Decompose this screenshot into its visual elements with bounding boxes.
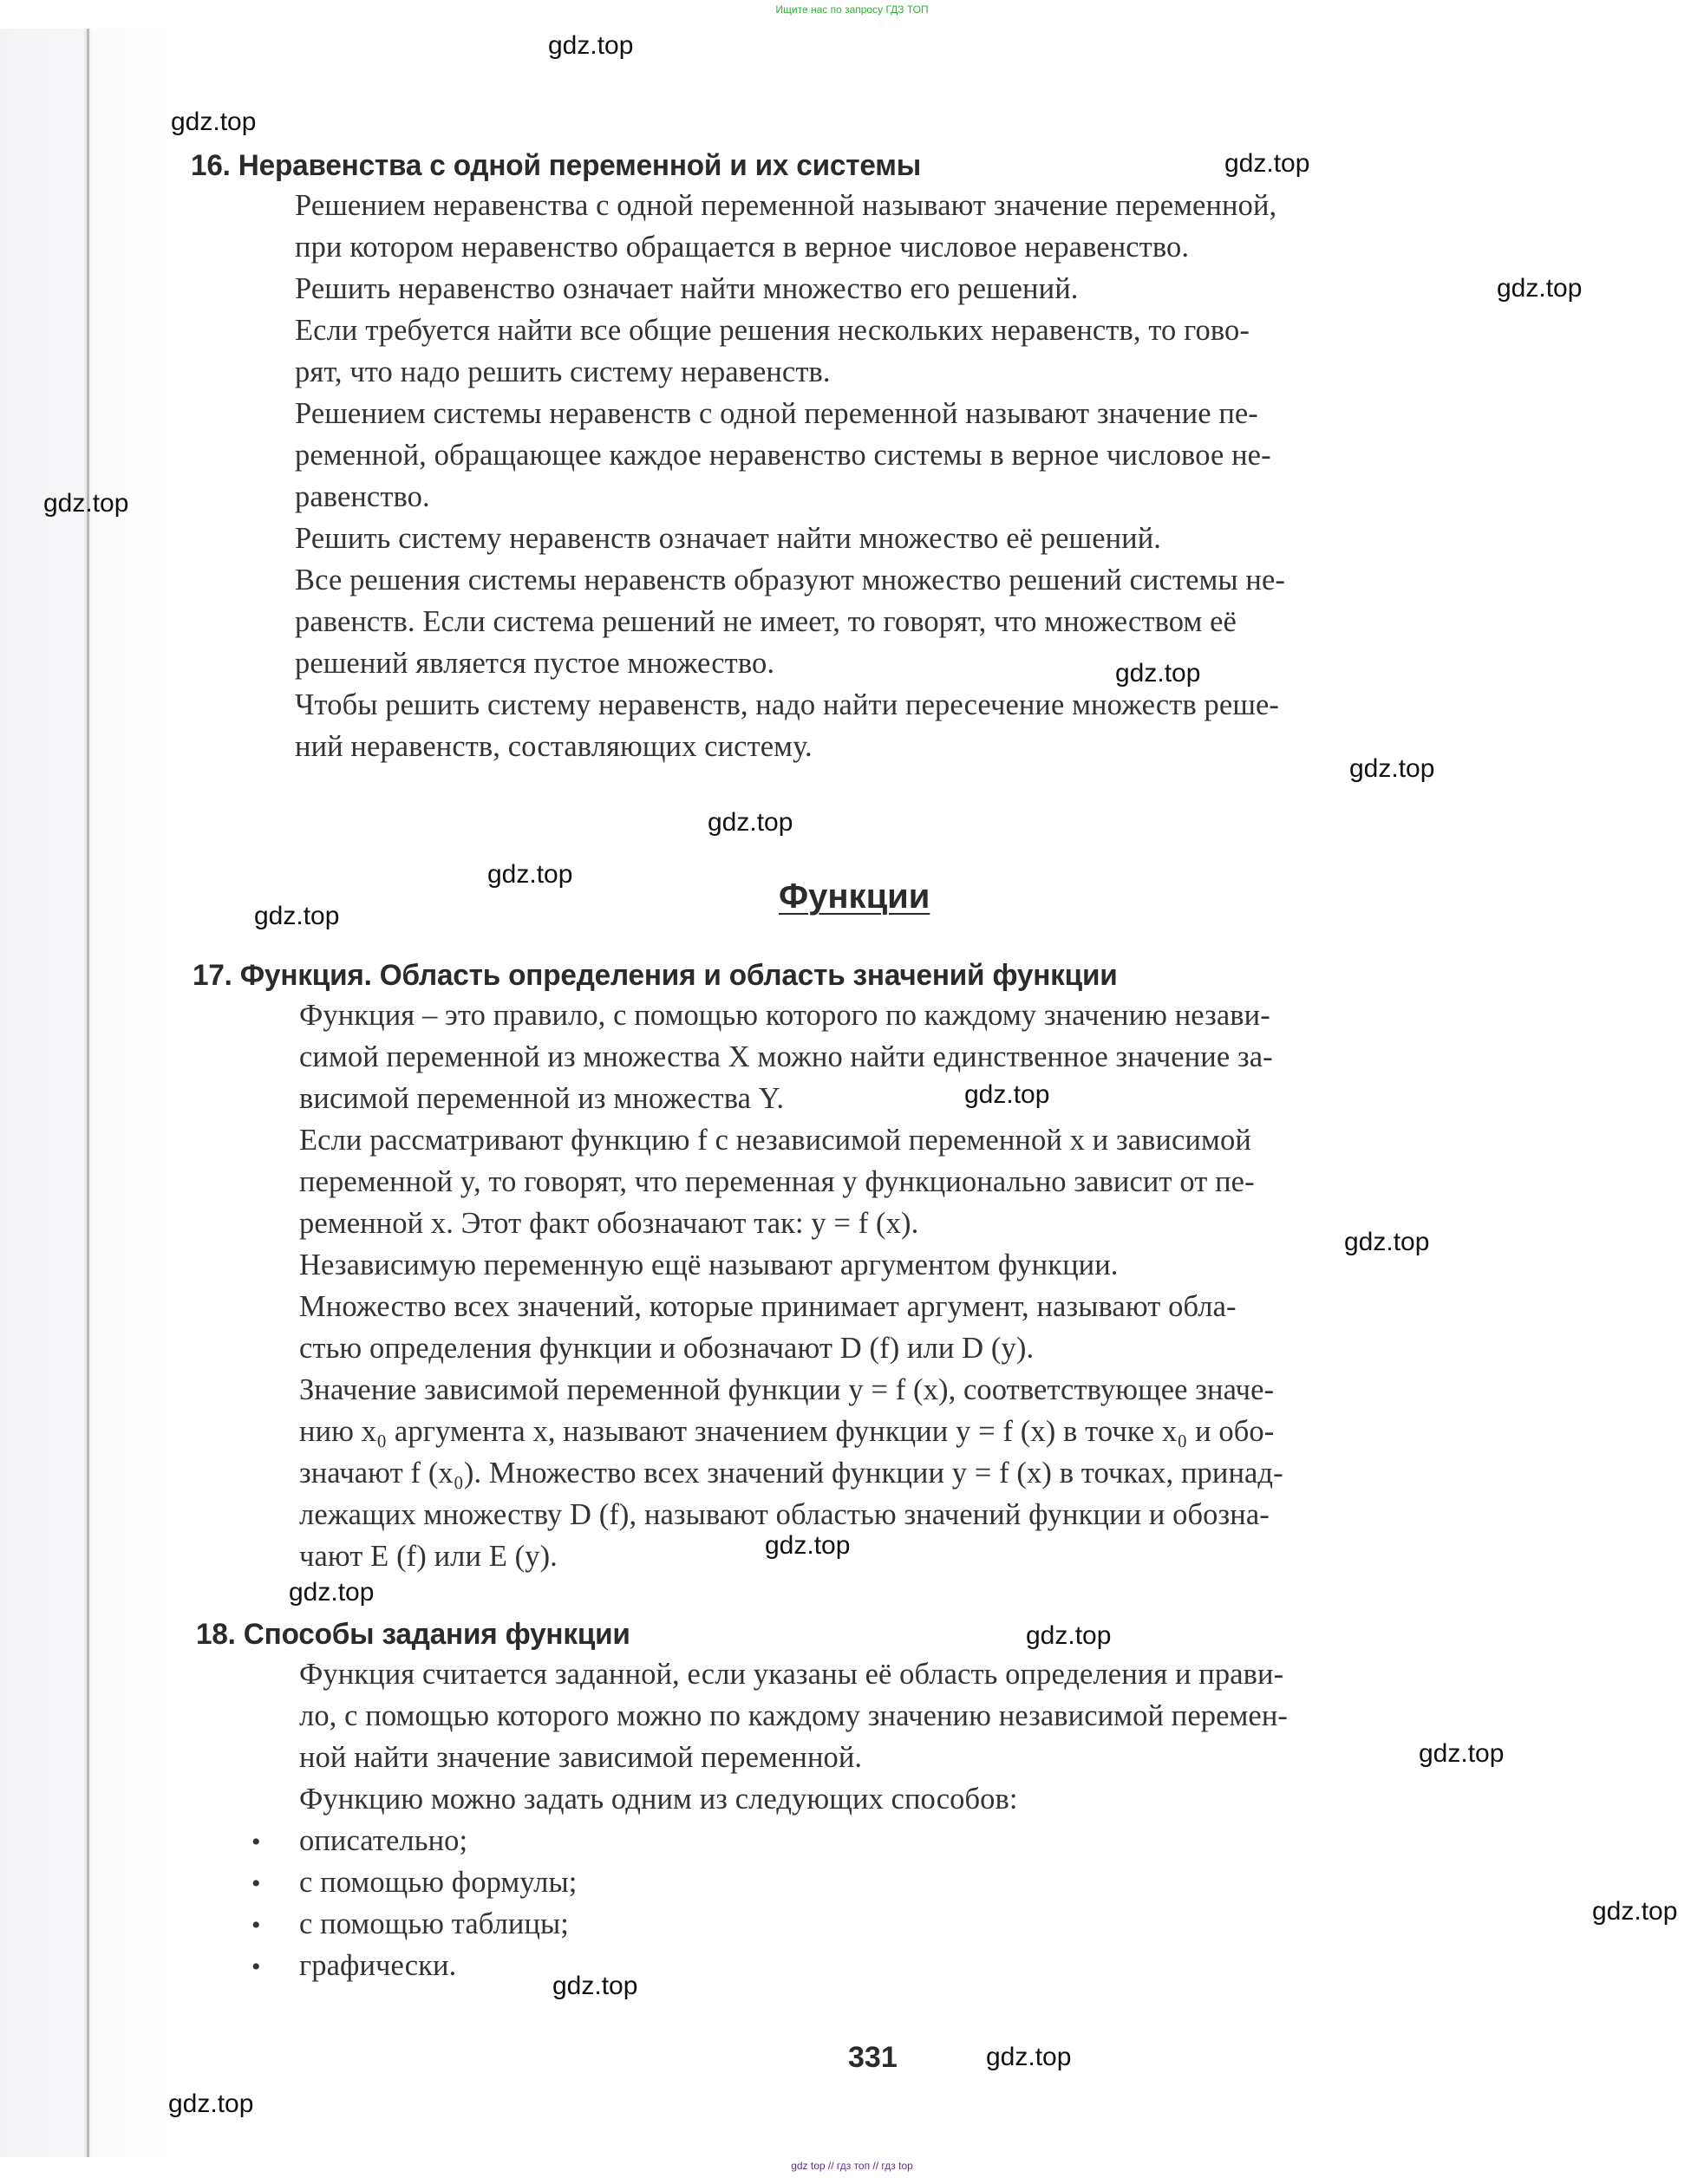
watermark: gdz.top xyxy=(1026,1621,1112,1650)
section-18-line: Функцию можно задать одним из следующих способов: xyxy=(299,1783,1018,1816)
watermark: gdz.top xyxy=(986,2043,1072,2071)
watermark: gdz.top xyxy=(289,1578,375,1607)
bullet-item: с помощью формулы; xyxy=(299,1866,578,1899)
section-17-line: Множество всех значений, которые принимает аргумент, называют обла- xyxy=(299,1290,1237,1323)
watermark: gdz.top xyxy=(964,1080,1050,1109)
section-18-line: ло, с помощью которого можно по каждому значению независимой перемен- xyxy=(299,1699,1288,1732)
section-17-line: стью определения функции и обозначают D (f) или D (y). xyxy=(299,1332,1035,1365)
section-16-line: ний неравенств, составляющих систему. xyxy=(295,730,813,763)
watermark: gdz.top xyxy=(171,108,257,136)
section-17-line: симой переменной из множества X можно найти единственное значение за- xyxy=(299,1040,1273,1073)
section-18-line: ной найти значение зависимой переменной. xyxy=(299,1741,863,1774)
watermark: gdz.top xyxy=(548,31,634,60)
search-banner[interactable]: Ищите нас по запросу ГДЗ ТОП xyxy=(775,3,929,16)
watermark: gdz.top xyxy=(1115,659,1201,688)
section-17-line: значают f (x₀). Множество всех значений функции y = f (x) в точках, принад- xyxy=(299,1457,1283,1490)
section-16-line: Если требуется найти все общие решения нескольких неравенств, то гово- xyxy=(295,314,1250,347)
watermark: gdz.top xyxy=(43,489,129,518)
section-17-line: висимой переменной из множества Y. xyxy=(299,1082,785,1115)
footer-links[interactable]: gdz top // гдз топ // гдз top xyxy=(791,2160,913,2172)
bullet-icon: • xyxy=(251,1828,261,1856)
watermark: gdz.top xyxy=(552,1972,638,2000)
section-17-line: Функция – это правило, с помощью которого по каждому значению незави- xyxy=(299,999,1270,1032)
page-number: 331 xyxy=(848,2041,898,2074)
bullet-item: с помощью таблицы; xyxy=(299,1907,569,1940)
watermark: gdz.top xyxy=(765,1531,851,1560)
chapter-title: Функции xyxy=(779,877,930,916)
section-17-line: нию x₀ аргумента x, называют значением функции y = f (x) в точке x₀ и обо- xyxy=(299,1415,1275,1448)
section-16-line: Решить неравенство означает найти множество его решений. xyxy=(295,272,1079,305)
page-spine-divider xyxy=(87,29,89,2157)
bullet-item: графически. xyxy=(299,1949,457,1982)
section-17-line: лежащих множеству D (f), называют областью значений функции и обозна- xyxy=(299,1498,1270,1531)
section-16-line: решений является пустое множество. xyxy=(295,647,775,680)
section-16-heading: 16. Неравенства с одной переменной и их системы xyxy=(191,149,922,182)
bullet-icon: • xyxy=(251,1869,261,1898)
watermark: gdz.top xyxy=(168,2089,254,2118)
section-16-line: Чтобы решить систему неравенств, надо найти пересечение множеств реше- xyxy=(295,688,1279,721)
bullet-item: описательно; xyxy=(299,1824,468,1857)
watermark: gdz.top xyxy=(708,808,793,837)
section-17-line: переменной y, то говорят, что переменная y функционально зависит от пе- xyxy=(299,1165,1255,1198)
bullet-icon: • xyxy=(251,1953,261,1981)
watermark: gdz.top xyxy=(1592,1897,1678,1926)
watermark: gdz.top xyxy=(1224,149,1310,178)
bullet-icon: • xyxy=(251,1911,261,1940)
section-17-line: чают E (f) или E (y). xyxy=(299,1540,558,1573)
section-16-line: Решить систему неравенств означает найти множество её решений. xyxy=(295,522,1162,555)
watermark: gdz.top xyxy=(487,860,573,889)
section-17-line: Значение зависимой переменной функции y = f (x), соответствующее значе- xyxy=(299,1373,1275,1406)
section-17-line: Если рассматривают функцию f с независимой переменной x и зависимой xyxy=(299,1124,1251,1157)
watermark: gdz.top xyxy=(1497,274,1583,303)
section-16-line: равенств. Если система решений не имеет, то говорят, что множеством её xyxy=(295,605,1237,638)
section-17-line: ременной x. Этот факт обозначают так: y = f (x). xyxy=(299,1207,919,1240)
section-18-heading: 18. Способы задания функции xyxy=(196,1618,630,1651)
section-16-line: Все решения системы неравенств образуют множество решений системы не- xyxy=(295,564,1285,597)
section-16-line: равенство. xyxy=(295,480,430,513)
watermark: gdz.top xyxy=(1349,754,1435,783)
section-16-line: Решением неравенства с одной переменной называют значение переменной, xyxy=(295,189,1277,222)
section-16-line: при котором неравенство обращается в верное числовое неравенство. xyxy=(295,231,1190,264)
watermark: gdz.top xyxy=(1419,1739,1505,1768)
section-17-line: Независимую переменную ещё называют аргументом функции. xyxy=(299,1248,1119,1281)
section-16-line: ременной, обращающее каждое неравенство системы в верное числовое не- xyxy=(295,439,1271,472)
section-17-heading: 17. Функция. Область определения и область значений функции xyxy=(193,959,1118,992)
section-16-line: Решением системы неравенств с одной переменной называют значение пе- xyxy=(295,397,1258,430)
section-16-line: рят, что надо решить систему неравенств. xyxy=(295,355,831,388)
watermark: gdz.top xyxy=(1344,1228,1430,1256)
watermark: gdz.top xyxy=(254,902,340,930)
section-18-line: Функция считается заданной, если указаны её область определения и прави- xyxy=(299,1658,1284,1691)
